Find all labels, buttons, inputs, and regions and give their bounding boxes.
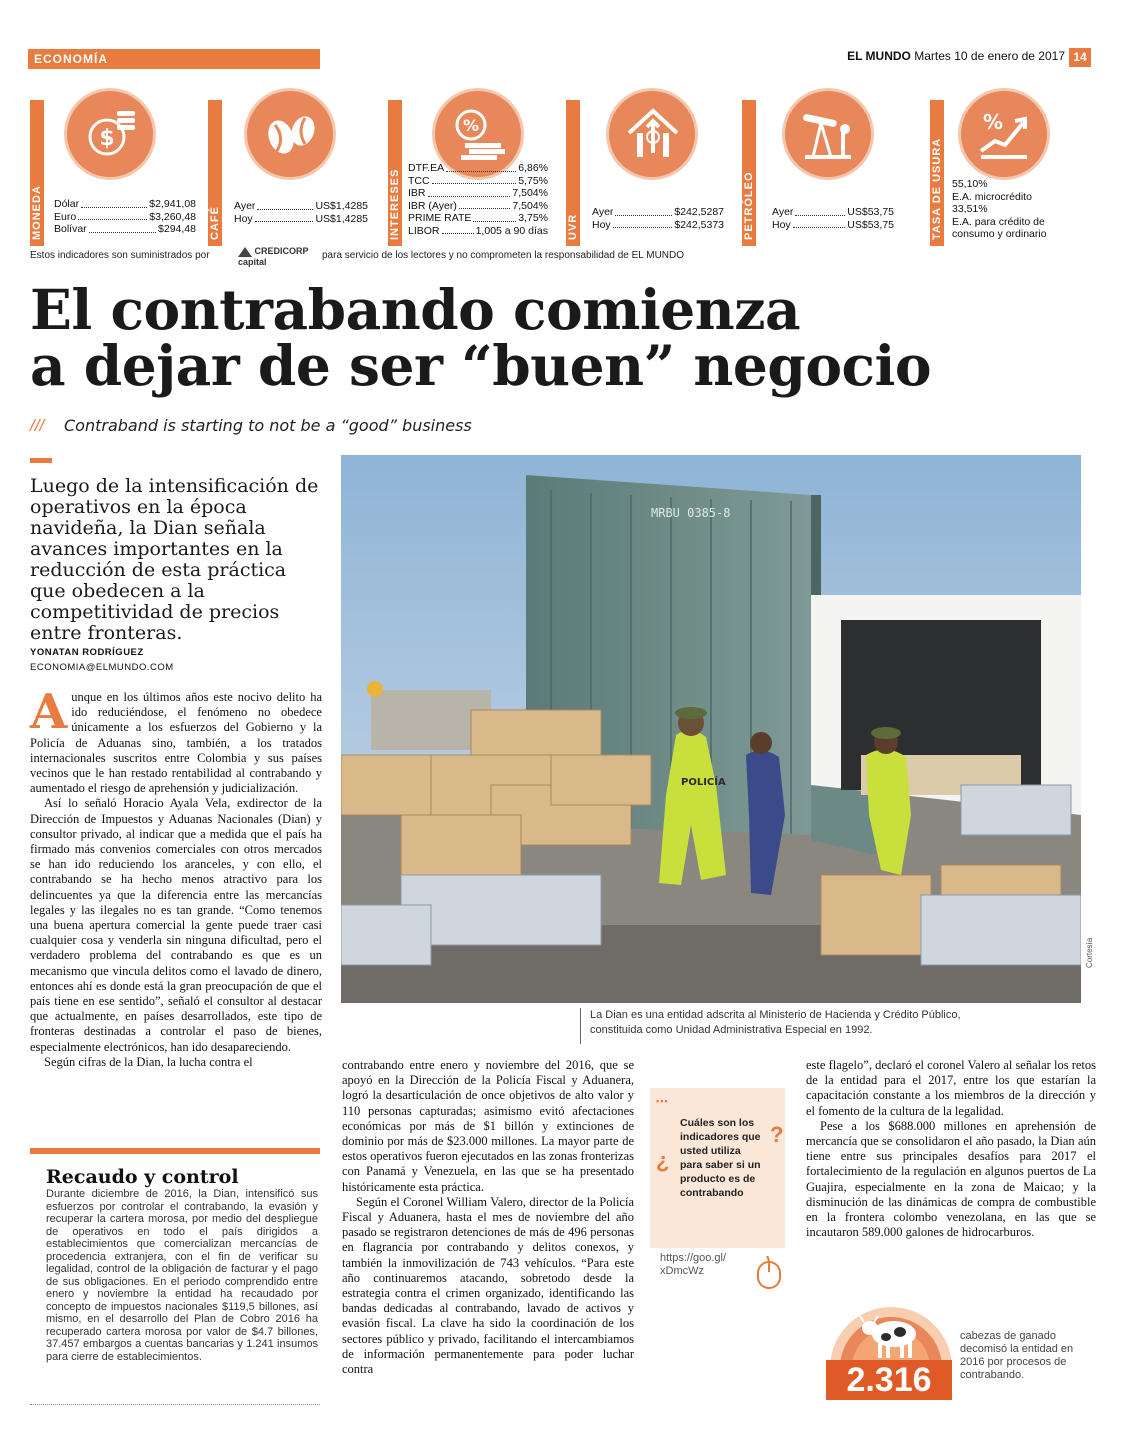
house-growth-icon (606, 88, 698, 180)
paper-name: EL MUNDO (847, 49, 911, 63)
indicator-uvr (566, 100, 731, 246)
coffee-beans-icon (244, 88, 336, 180)
lead-paragraph: Luego de la intensificación de operativos en la época navideña, la Dian señala avances importantes en la reducción de esta práctica que obedecen a la competitividad de precios entre fronteras. (30, 475, 319, 644)
indicator-tab: MONEDA (30, 100, 44, 246)
question-link[interactable]: https://goo.gl/ xDmcWz (660, 1252, 727, 1277)
question-mark-open: ¿ (656, 1148, 670, 1173)
stat-number: 2.316 (826, 1360, 952, 1400)
cattle-icon (826, 1282, 956, 1368)
article-column-3: este flagelo”, declaró el coronel Valero al señalar los retos de la entidad para el 2017, entre los que estarían la capacitación constante a los miembros de la dirección y el fomento de la cultura de la legalidad. Pese a los $688.000 millones en aprehensión de mercancía que se consolidaron el año pasado, la Dian aún tiene entre sus principales desafíos para 2017 el fortalecimiento de la regulación en algunos puertos de La Guajira, especialmente en la zona de Maicao; y la disminución de las dinámicas de compra de combustible en la frontera colombo venezolana, en las que se incautaron 589.000 galones de hidrocarburos. (806, 1058, 1096, 1240)
indicator-petroleo (742, 100, 902, 246)
indicators-credit: Estos indicadores son suministrados por (30, 250, 210, 261)
indicator-rows: Dólar $2,941,08 Euro $3,260,48 Bolívar $294,48 (54, 198, 196, 235)
box-title: Recaudo y control (46, 1166, 239, 1188)
indicator-tab: PETRÓLEO (742, 100, 756, 246)
section-label: ECONOMÍA (28, 49, 320, 69)
indicator-cafe (208, 100, 373, 246)
sidebar-box (30, 1148, 320, 1406)
caption-rule (580, 1008, 581, 1044)
oil-pump-icon (782, 88, 874, 180)
question-text: Cuáles son los indicadores que usted utiliza para saber si un producto es de contrabando (680, 1117, 761, 1199)
coins-dollar-icon (64, 88, 156, 180)
box-accent-bar (30, 1148, 320, 1154)
article-photo (341, 455, 1081, 1003)
article-column-1: Aunque en los últimos años este nocivo delito ha ido reduciéndose, el fenómeno no obedece únicamente a los esfuerzos del Gobierno y la Policía de Aduanas sino, también, a los tratados internacionales suscritos entre Colombia y sus países vecinos que le han restado rentabilidad al contrabando y aumentado el riesgo de aprehensión y judicialización. Así lo señaló Horacio Ayala Vela, exdirector de la Dirección de Impuestos y Aduanas Nacionales (Dian) y consultor privado, al indicar que a medida que el país ha firmado más convenios comerciales con otros mercados se han ido reduciendo los aranceles, y con ello, el contrabando se ha hecho menos atractivo para los delincuentes ya que la diferencia entre las mercancías legales y las ilegales no es tan grande. “Como tenemos una buena apertura comercial la gente puede traer casi cualquier cosa y venderla sin ninguna dificultad, pero el verdadero problema del contrabando es que es un mecanismo que vincula delitos como el lavado de dinero, entonces ahí es donde está la gran preocupación de que el país tiene en ese sentido”, señaló el consultor al destacar que actualmente, en países desarrollados, este tipo de fronteras destinadas a controlar el paso de bienes, especialmente electrónicos, han ido desapareciendo. Según cifras de la Dian, la lucha contra el (30, 684, 322, 1069)
indicator-tab: TASA DE USURA (930, 100, 944, 246)
author-email: ECONOMIA@ELMUNDO.COM (30, 662, 174, 673)
drop-cap: A (30, 684, 68, 740)
article-column-2: contrabando entre enero y noviembre del 2016, que se apoyó en la Dirección de la Policía Fiscal y Aduanera, logró la desarticulación de once objetivos de alto valor y 110 personas capturadas; asimismo evitó afectaciones económicas por más de $1 billón y extinciones de dominio por más de $23.000 millones. La mayor parte de estos operativos fueron ejecutados en las zonas fronterizas con Panamá y Venezuela, en las que se ha presentado históricamente esta práctica. Según el Coronel William Valero, director de la Policía Fiscal y Aduanera, hasta el mes de noviembre del año pasado se registraron detenciones de más de 496 personas en flagrancia por contrabando y delitos conexos, y también la inmovilización de 743 vehículos. “Para este año continuaremos atacando, sobretodo desde la estrategia contra el crimen organizado, identificando las bandas dedicadas al contrabando, lavado de activos y evasión fiscal. La clave ha sido la coordinación de los sectores público y privado, facilitando el intercambiamos de información permanentemente para poder luchar contra (342, 1058, 634, 1377)
lead-accent-bar (30, 458, 52, 463)
indicator-rows: Ayer US$53,75 Hoy US$53,75 (772, 206, 894, 231)
svg-text:%: % (462, 116, 480, 135)
stat-label: cabezas de ganado decomisó la entidad en 2016 por procesos de contrabando. (960, 1330, 1074, 1381)
indicator-rows: Ayer $242,5287 Hoy $242,5373 (592, 206, 724, 231)
indicator-tab: UVR (566, 100, 580, 246)
vest-label: POLICÍA (681, 777, 726, 788)
container-code: MRBU 0385-8 (651, 506, 731, 520)
indicator-rows: Ayer US$1,4285 Hoy US$1,4285 (234, 200, 368, 225)
stat-graphic (826, 1282, 956, 1402)
percent-chart-icon (958, 88, 1050, 180)
box-divider (30, 1404, 320, 1406)
indicator-tab: INTERESES (388, 100, 402, 246)
svg-text:%: % (982, 110, 1004, 134)
photo-credit: Cortesía (1085, 937, 1094, 968)
svg-text:$: $ (99, 126, 115, 151)
indicator-rows: DTF.EA 6,86% TCC 5,75% IBR 7,504% IBR (Ayer) 7,504% PRIME RATE 3,75% LIBOR 1,005 a 90 días (408, 162, 548, 237)
credicorp-logo: CREDICORP capital (238, 246, 309, 267)
subtitle-slashes: /// (30, 416, 45, 435)
question-dots: ▪▪▪ (656, 1096, 669, 1106)
indicator-moneda (30, 100, 200, 246)
masthead (847, 49, 1065, 63)
reader-question (650, 1088, 790, 1288)
issue-date: Martes 10 de enero de 2017 (914, 49, 1065, 63)
question-mark-close: ? (770, 1122, 784, 1147)
mouse-icon (756, 1256, 782, 1290)
author-byline: YONATAN RODRÍGUEZ (30, 647, 144, 658)
indicators-disclaimer: para servicio de los lectores y no comprometen la responsabilidad de EL MUNDO (322, 250, 685, 261)
photo-caption: La Dian es una entidad adscrita al Ministerio de Hacienda y Crédito Público, constituida como Unidad Administrativa Especial en 1992. (590, 1009, 961, 1036)
box-text: Durante diciembre de 2016, la Dian, intensificó sus esfuerzos por controlar el contrabando, la evasión y recuperar la cartera morosa, por medio del despliegue de operativos en todo el país dirigidos a establecimientos que comercializan mercancías de procedencia extranjera, con el fin de verificar su legalidad, control de la obligación de facturar y el pago de sus obligaciones. En el periodo comprendido entre enero y noviembre la entidad ha recaudado por concepto de impuestos nacionales $119,5 billones, así mismo, en el desarrollo del Plan de Cobro 2016 ha recuperado cartera morosa por valor de $4.7 billones, 37.457 embargos a cuentas bancarias y 1.241 insumos para cierre de establecimientos. (46, 1188, 318, 1363)
indicator-intereses (388, 100, 556, 246)
headline: El contrabando comienza a dejar de ser “buen” negocio (30, 277, 932, 398)
indicator-tab: CAFÉ (208, 100, 222, 246)
indicator-rows: 55,10% E.A. microcrédito 33,51% E.A. para crédito de consumo y ordinario (952, 178, 1047, 240)
page-number: 14 (1069, 48, 1091, 67)
indicator-usura (930, 100, 1080, 246)
subtitle: Contraband is starting to not be a “good” business (64, 416, 472, 435)
